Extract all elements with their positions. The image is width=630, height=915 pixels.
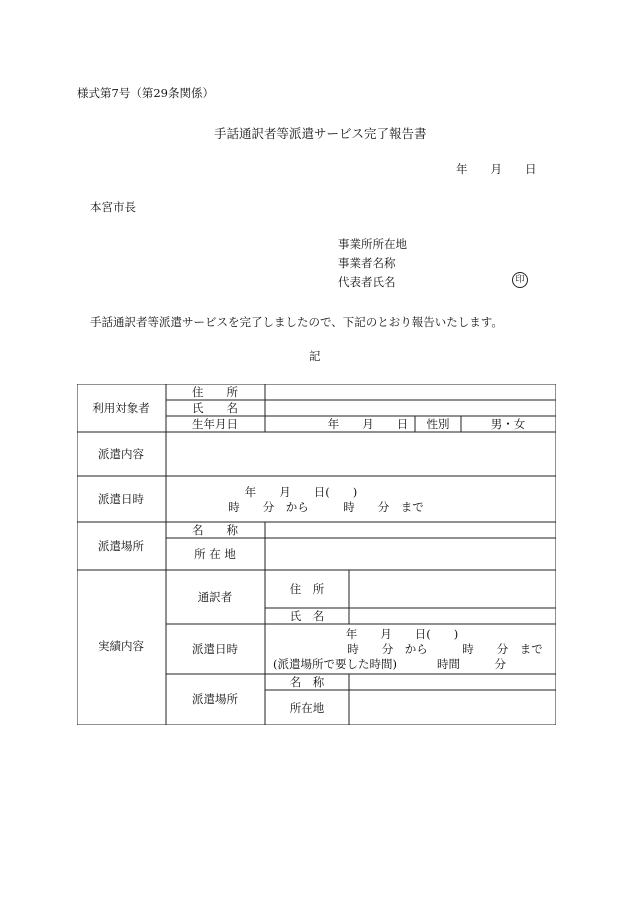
birth-date-label: 生年月日 — [192, 417, 238, 431]
actual-datetime-label: 派遣日時 — [192, 642, 238, 656]
business-name-label: 事業者名称 — [338, 256, 396, 270]
required-time-units: 時間 分 — [437, 657, 506, 671]
actual-place-location-label: 所在地 — [289, 701, 325, 715]
record-heading: 記 — [309, 349, 321, 363]
gender-label: 性別 — [426, 417, 450, 431]
address-label: 住 所 — [192, 385, 238, 399]
interpreter-label: 通訳者 — [197, 590, 233, 604]
seal-mark: 印 — [512, 272, 528, 288]
dispatch-content-label: 派遣内容 — [98, 447, 144, 461]
dispatch-time-line: 時 分 から 時 分 まで — [228, 500, 424, 514]
results-label: 実績内容 — [98, 639, 144, 653]
dispatch-place-label: 派遣場所 — [98, 539, 144, 553]
form-number: 様式第7号（第29条関係） — [77, 86, 214, 100]
addressee: 本宮市長 — [90, 200, 136, 214]
gender-value: 男・女 — [490, 417, 526, 431]
date-line: 年 月 日 — [456, 162, 537, 176]
place-location-label: 所 在 地 — [194, 547, 236, 561]
name-label: 氏 名 — [192, 401, 238, 415]
actual-place-name-label: 名 称 — [289, 675, 325, 689]
representative-label: 代表者氏名 — [338, 275, 396, 289]
actual-place-label: 派遣場所 — [192, 692, 238, 706]
dispatch-date-line: 年 月 日( ) — [244, 485, 358, 499]
user-section-label: 利用対象者 — [92, 401, 150, 415]
actual-time-line: 時 分 から 時 分 まで — [347, 642, 543, 656]
interpreter-address-label: 住 所 — [289, 582, 325, 596]
birth-date-value: 年 月 日 — [327, 417, 409, 431]
place-name-label: 名 称 — [192, 523, 238, 537]
report-table — [77, 384, 556, 725]
office-address-label: 事業所所在地 — [338, 237, 407, 251]
required-time-label: (派遣場所で要した時間) — [273, 657, 397, 671]
dispatch-datetime-label: 派遣日時 — [98, 492, 144, 506]
body-text: 手話通訳者等派遣サービスを完了しましたので、下記のとおり報告いたします。 — [90, 315, 503, 329]
actual-date-line: 年 月 日( ) — [345, 627, 459, 641]
document-title: 手話通訳者等派遣サービス完了報告書 — [214, 126, 427, 141]
interpreter-name-label: 氏 名 — [289, 609, 325, 623]
